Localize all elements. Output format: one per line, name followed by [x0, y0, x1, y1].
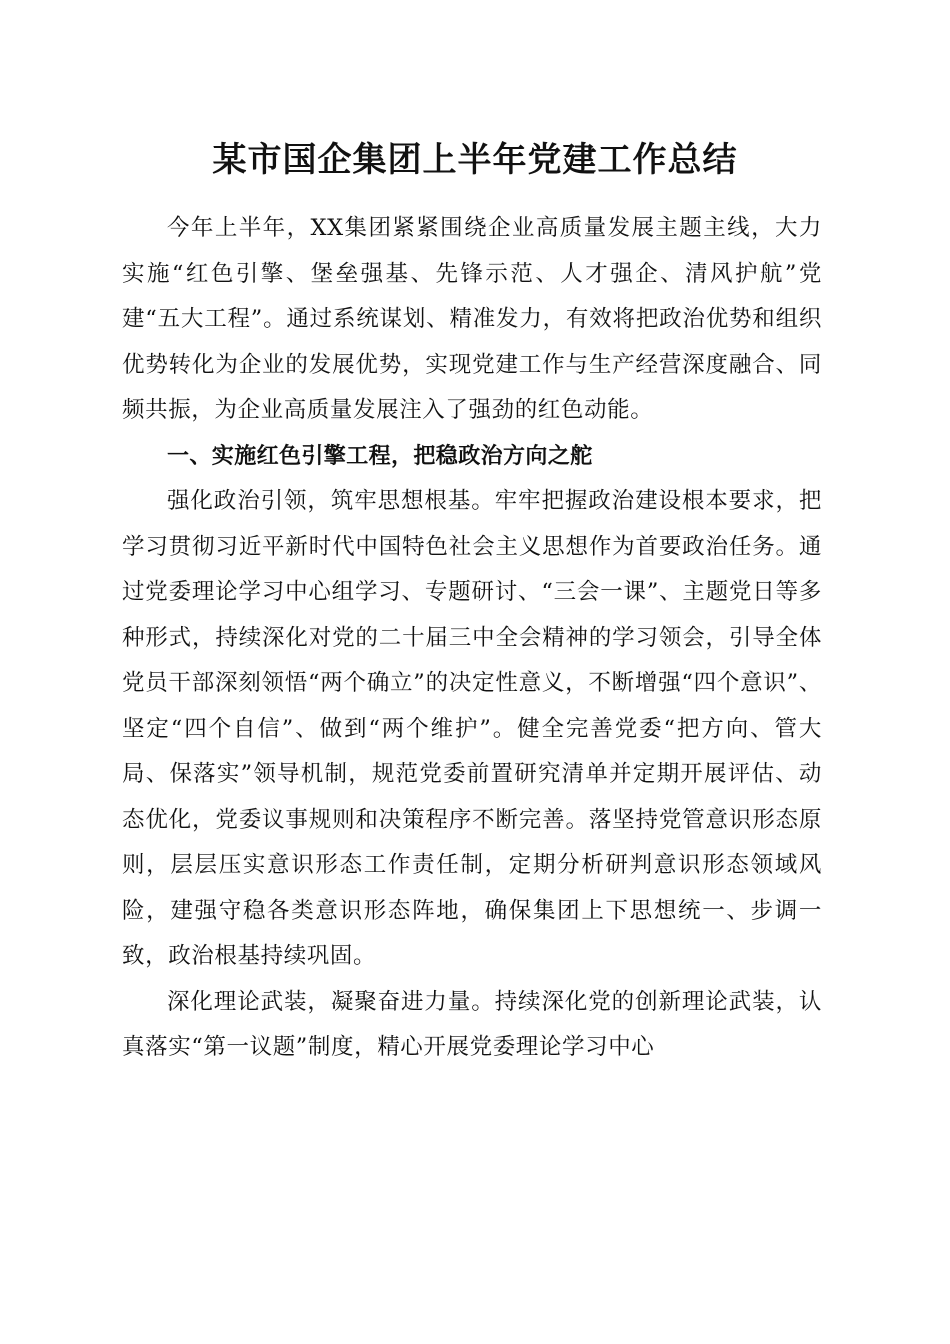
document-body: [122, 206, 822, 1071]
document-title: 某市国企集团上半年党建工作总结: [212, 140, 738, 180]
section-heading: 一、实施红色引擎工程，把稳政治方向之舵: [167, 443, 593, 469]
section-paragraph: 强化政治引领，筑牢思想根基。牢牢把握政治建设根本要求，把学习贯彻习近平新时代中国特色社会主义思想作为首要政治任务。通过党委理论学习中心组学习、专题研讨、“三会一课”、主题党日等多种形式，持续深化对党的二十届三中全会精神的学习领会，引导全体党员干部深刻领悟“两个确立”的决定性意义，不断增强“四个意识”、坚定“四个自信”、做到“两个维护”。健全完善党委“把方向、管大局、保落实”领导机制，规范党委前置研究清单并定期开展评估、动态优化，党委议事规则和决策程序不断完善。落坚持党管意识形态原则，层层压实意识形态工作责任制，定期分析研判意识形态领域风险，建强守稳各类意识形态阵地，确保集团上下思想统一、步调一致，政治根基持续巩固。: [122, 488, 822, 969]
section-paragraph: 深化理论武装，凝聚奋进力量。持续深化党的创新理论武装，认真落实“第一议题”制度，精心开展党委理论学习中心: [122, 988, 822, 1060]
intro-paragraph: 今年上半年，XX集团紧紧围绕企业高质量发展主题主线，大力实施“红色引擎、堡垒强基、先锋示范、人才强企、清风护航”党建“五大工程”。通过系统谋划、精准发力，有效将把政治优势和组织优势转化为企业的发展优势，实现党建工作与生产经营深度融合、同频共振，为企业高质量发展注入了强劲的红色动能。: [122, 215, 822, 423]
